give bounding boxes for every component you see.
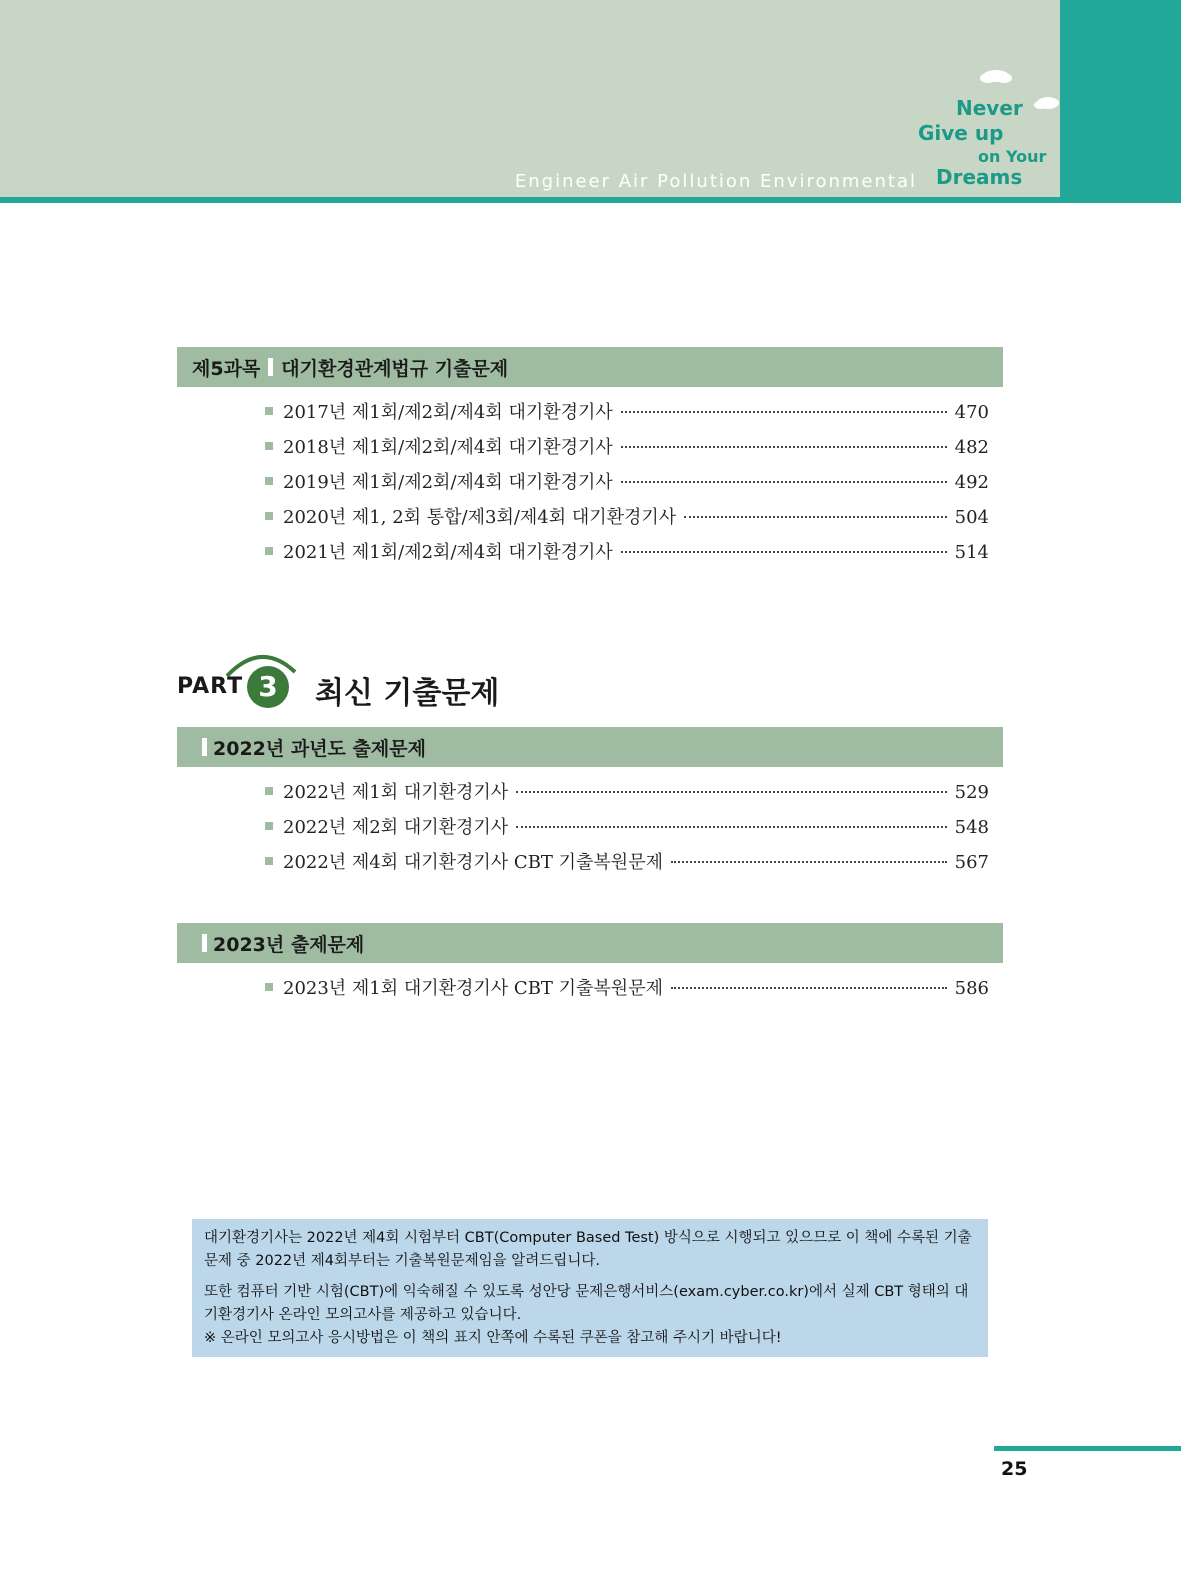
section-2022-list bbox=[265, 778, 989, 883]
section-5-list bbox=[265, 398, 989, 573]
slogan-logo bbox=[918, 70, 1068, 195]
section-2022-header bbox=[177, 727, 1003, 767]
dot-leader bbox=[671, 987, 947, 989]
bullet-icon bbox=[265, 787, 273, 795]
dot-leader bbox=[516, 826, 946, 828]
toc-item-page: 504 bbox=[954, 507, 989, 528]
toc-item-page: 514 bbox=[954, 542, 989, 563]
dot-leader bbox=[671, 861, 947, 863]
section-divider-mark bbox=[202, 738, 207, 756]
toc-item-page: 492 bbox=[954, 472, 989, 493]
section-2023-header bbox=[177, 923, 1003, 963]
toc-item[interactable] bbox=[265, 503, 989, 538]
toc-item-label: 2017년 제1회/제2회/제4회 대기환경기사 bbox=[283, 402, 613, 423]
section-2022-title: 2022년 과년도 출제문제 bbox=[213, 737, 426, 760]
toc-item[interactable] bbox=[265, 398, 989, 433]
toc-item-page: 567 bbox=[954, 852, 989, 873]
slogan-line-1: Never bbox=[956, 96, 1023, 120]
dot-leader bbox=[516, 791, 946, 793]
toc-item[interactable] bbox=[265, 538, 989, 573]
bullet-icon bbox=[265, 512, 273, 520]
section-5-header bbox=[177, 347, 1003, 387]
header-teal-block bbox=[1060, 0, 1181, 198]
page-number: 25 bbox=[1001, 1458, 1028, 1480]
toc-item-label: 2022년 제4회 대기환경기사 CBT 기출복원문제 bbox=[283, 852, 663, 873]
part-3-heading bbox=[177, 648, 677, 716]
toc-item-label: 2022년 제2회 대기환경기사 bbox=[283, 817, 509, 838]
dot-leader bbox=[621, 551, 947, 553]
notice-paragraph-2: 또한 컴퓨터 기반 시험(CBT)에 익숙해질 수 있도록 성안당 문제은행서비스(exam.cyber.co.kr)에서 실제 CBT 형태의 대기환경기사 온라인 모의고사를 제공하고 있습니다. bbox=[204, 1284, 969, 1323]
toc-item-page: 470 bbox=[954, 402, 989, 423]
toc-item-page: 586 bbox=[954, 978, 989, 999]
toc-item-label: 2020년 제1, 2회 통합/제3회/제4회 대기환경기사 bbox=[283, 507, 677, 528]
bullet-icon bbox=[265, 407, 273, 415]
slogan-line-3: on Your bbox=[978, 147, 1047, 166]
dot-leader bbox=[621, 446, 947, 448]
section-2023-list bbox=[265, 974, 989, 1009]
section-divider-mark bbox=[202, 934, 207, 952]
bullet-icon bbox=[265, 857, 273, 865]
toc-item-label: 2019년 제1회/제2회/제4회 대기환경기사 bbox=[283, 472, 613, 493]
toc-item[interactable] bbox=[265, 813, 989, 848]
toc-item-label: 2021년 제1회/제2회/제4회 대기환경기사 bbox=[283, 542, 613, 563]
bullet-icon bbox=[265, 477, 273, 485]
section-2023-title: 2023년 출제문제 bbox=[213, 933, 365, 956]
part-label: PART bbox=[177, 674, 244, 699]
notice-paragraph-3: ※ 온라인 모의고사 응시방법은 이 책의 표지 안쪽에 수록된 쿠폰을 참고해 주시기 바랍니다! bbox=[204, 1330, 782, 1346]
section-divider-mark bbox=[268, 358, 273, 376]
dot-leader bbox=[621, 411, 947, 413]
dot-leader bbox=[621, 481, 947, 483]
toc-item-label: 2022년 제1회 대기환경기사 bbox=[283, 782, 509, 803]
part-number-badge: 3 bbox=[247, 666, 289, 708]
toc-item[interactable] bbox=[265, 974, 989, 1009]
section-5-prefix: 제5과목 bbox=[192, 357, 261, 380]
header-band bbox=[0, 0, 1060, 198]
bullet-icon bbox=[265, 983, 273, 991]
cbt-notice-box bbox=[192, 1219, 988, 1357]
bullet-icon bbox=[265, 822, 273, 830]
footer-accent-line bbox=[994, 1446, 1181, 1451]
header-subtitle: Engineer Air Pollution Environmental bbox=[514, 171, 917, 192]
toc-item-label: 2023년 제1회 대기환경기사 CBT 기출복원문제 bbox=[283, 978, 663, 999]
notice-paragraph-1: 대기환경기사는 2022년 제4회 시험부터 CBT(Computer Based Test) 방식으로 시행되고 있으므로 이 책에 수록된 기출문제 중 2022년 제4회부터는 기출복원문제임을 알려드립니다. bbox=[204, 1230, 972, 1269]
part-title: 최신 기출문제 bbox=[315, 676, 500, 711]
toc-item-page: 529 bbox=[954, 782, 989, 803]
toc-item[interactable] bbox=[265, 848, 989, 883]
section-5-title: 대기환경관계법규 기출문제 bbox=[281, 357, 509, 380]
slogan-line-4: Dreams bbox=[936, 165, 1023, 189]
slogan-line-2: Give up bbox=[918, 121, 1004, 145]
bullet-icon bbox=[265, 547, 273, 555]
toc-item-page: 548 bbox=[954, 817, 989, 838]
dot-leader bbox=[684, 516, 946, 518]
toc-item-label: 2018년 제1회/제2회/제4회 대기환경기사 bbox=[283, 437, 613, 458]
toc-item-page: 482 bbox=[954, 437, 989, 458]
header-divider bbox=[0, 197, 1181, 203]
toc-item[interactable] bbox=[265, 433, 989, 468]
bullet-icon bbox=[265, 442, 273, 450]
toc-item[interactable] bbox=[265, 468, 989, 503]
toc-item[interactable] bbox=[265, 778, 989, 813]
